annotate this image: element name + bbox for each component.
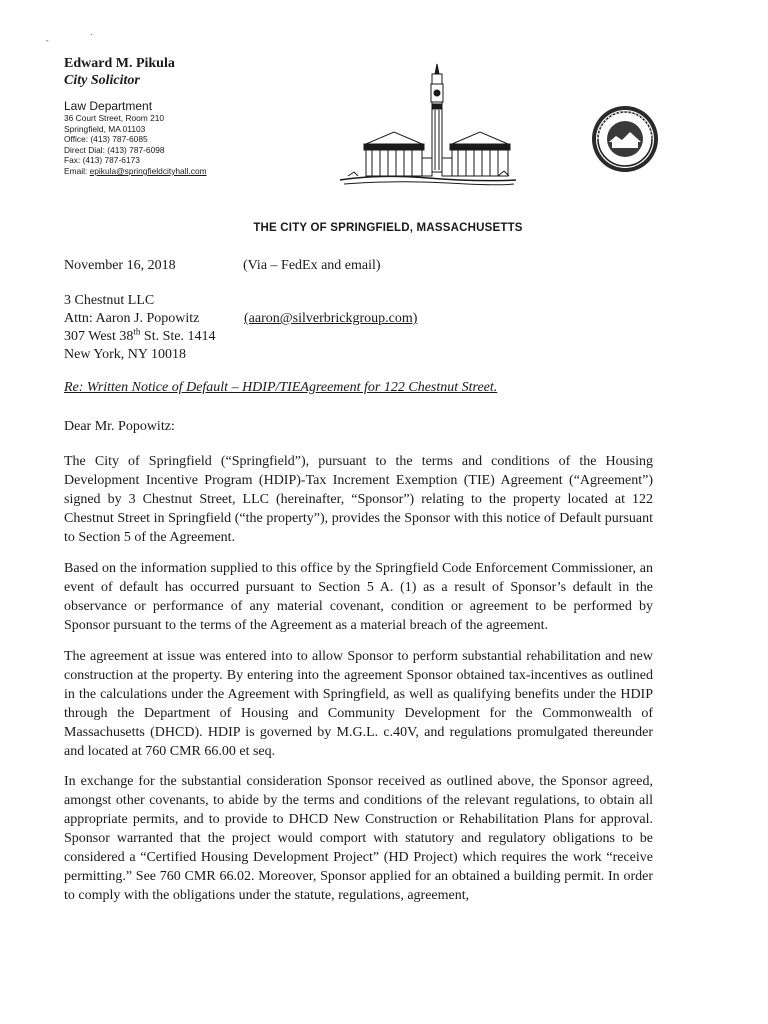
- body-paragraph: The agreement at issue was entered into to allow Sponsor to perform substantial rehabilitation and new construction at the property. By entering into the agreement Sponsor obtained tax-incentives as outlined in the calculations under the Agreement with Springfield, as well as qualifying benefits under the HDIP through the Department of Housing and Community Development for the Commonwealth of Massachusetts (DHCD). HDIP is governed by M.G.L. c.40V, and regulations promulgated thereunder and located at 760 CMR 66.00 et seq.: [64, 649, 653, 759]
- recipient-street: [64, 328, 216, 346]
- subject-line: Re: Written Notice of Default – HDIP/TIEAgreement for 122 Chestnut Street.: [64, 380, 498, 395]
- recipient-city: New York, NY 10018: [64, 347, 186, 362]
- scan-mark: -: [46, 36, 49, 45]
- city-seal-icon: [590, 104, 660, 174]
- recipient-attn: Attn: Aaron J. Popowitz: [64, 311, 200, 326]
- sender-block: [64, 55, 207, 177]
- sender-email-link[interactable]: epikula@springfieldcityhall.com: [89, 165, 207, 176]
- body-paragraph: The City of Springfield (“Springfield”), pursuant to the terms and conditions of the Housing Development Incentive Program (HDIP)-Tax Increment Exemption (TIE) Agreement (“Agreement”) signed by 3 Chestnut Street, LLC (hereinafter, “Sponsor”) relating to the property located at 122 Chestnut Street in Springfield (“the property”), provides the Sponsor with this notice of Default pursuant to Section 5 of the Agreement.: [64, 454, 653, 545]
- body-paragraph: In exchange for the substantial consideration Sponsor received as outlined above, the Sponsor agreed, amongst other covenants, to abide by the terms and conditions of the relevant regulations, to obtain all appropriate permits, and to provide to DHCD New Construction or Rehabilitation Plans for approval. Sponsor warranted that the project would comport with statutory and regulatory obligations to be considered a “Certified Housing Development Project” (HD Project) which requires the work “receive permitting.” See 760 CMR 66.02. Moreover, Sponsor applied for an obtained a building permit. In order to comply with the obligations under the statute, regulations, agreement,: [64, 774, 653, 903]
- sender-title: City Solicitor: [64, 73, 140, 88]
- city-hall-illustration: [338, 62, 518, 194]
- fax-number: Fax: (413) 787-6173: [64, 155, 140, 166]
- address-line: Springfield, MA 01103: [64, 123, 146, 134]
- delivery-method: (Via – FedEx and email): [243, 258, 381, 273]
- email-line: [64, 166, 207, 177]
- office-phone: Office: (413) 787-6085: [64, 134, 148, 145]
- city-heading: THE CITY OF SPRINGFIELD, MASSACHUSETTS: [253, 222, 523, 234]
- salutation: Dear Mr. Popowitz:: [64, 419, 175, 434]
- recipient-company: 3 Chestnut LLC: [64, 293, 155, 308]
- letter-date: November 16, 2018: [64, 258, 176, 273]
- email-label: Email:: [64, 165, 90, 176]
- recipient-block: [64, 292, 216, 364]
- scan-mark: ·: [90, 30, 93, 39]
- direct-phone: Direct Dial: (413) 787-6098: [64, 144, 165, 155]
- street-number: 307 West 38: [64, 329, 134, 344]
- address-line: 36 Court Street, Room 210: [64, 113, 165, 123]
- body-paragraph: Based on the information supplied to this office by the Springfield Code Enforcement Commissioner, an event of default has occurred pursuant to Section 5 A. (1) as a result of Sponsor’s default in the observance or performance of any material covenant, condition or agreement to be performed by Sponsor pursuant to the terms of the Agreement as a material breach of the agreement.: [64, 561, 653, 633]
- ordinal-suffix: th: [133, 326, 141, 337]
- sender-name: Edward M. Pikula: [64, 56, 175, 71]
- department: Law Department: [64, 99, 153, 113]
- recipient-email-link[interactable]: (aaron@silverbrickgroup.com): [244, 311, 418, 326]
- street-suite: St. Ste. 1414: [140, 329, 216, 344]
